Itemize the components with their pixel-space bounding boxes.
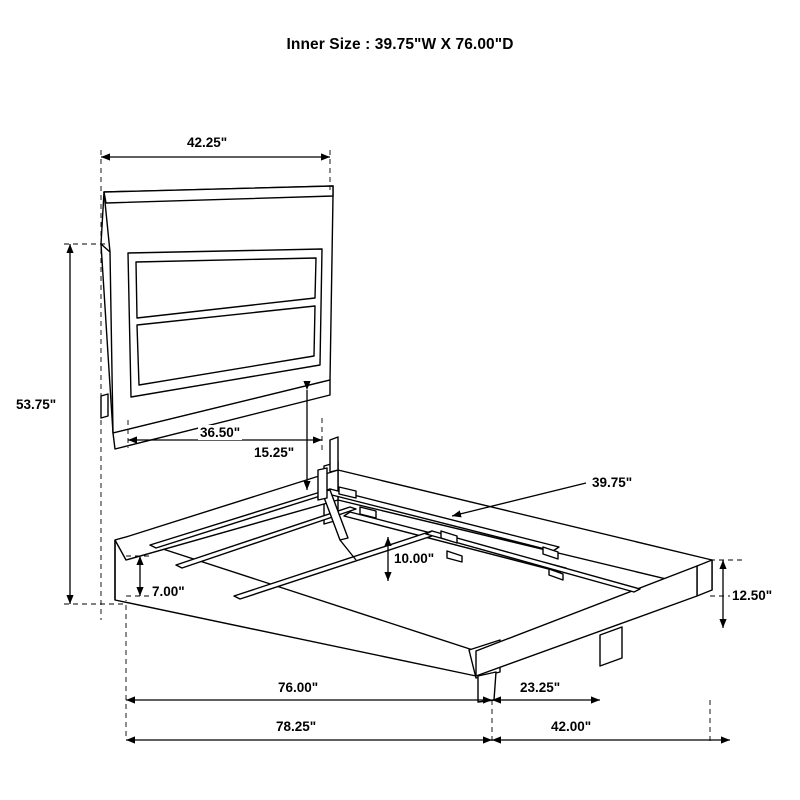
dimension-label-headboard-lower-height: 15.25" bbox=[254, 445, 295, 460]
dimension-label-overall-length: 78.25" bbox=[276, 719, 317, 734]
dimension-label-inner-length: 76.00" bbox=[278, 680, 319, 695]
dimension-label-foot-to-end: 23.25" bbox=[520, 680, 561, 695]
dimension-label-inner-width: 39.75" bbox=[592, 475, 633, 490]
dimension-label-rail-height: 7.00" bbox=[152, 584, 185, 599]
page-title: Inner Size : 39.75"W X 76.00"D bbox=[286, 36, 514, 53]
dimension-label-rear-section-length: 42.00" bbox=[551, 719, 592, 734]
dimension-label-slat-spacing: 10.00" bbox=[394, 551, 435, 566]
dimension-label-headboard-panel-width: 36.50" bbox=[200, 425, 241, 440]
dimension-label-headboard-width: 42.25" bbox=[187, 135, 228, 150]
bed-outline bbox=[101, 186, 712, 702]
dimension-label-overall-height: 53.75" bbox=[16, 397, 57, 412]
dimension-label-footboard-height: 12.50" bbox=[732, 588, 773, 603]
